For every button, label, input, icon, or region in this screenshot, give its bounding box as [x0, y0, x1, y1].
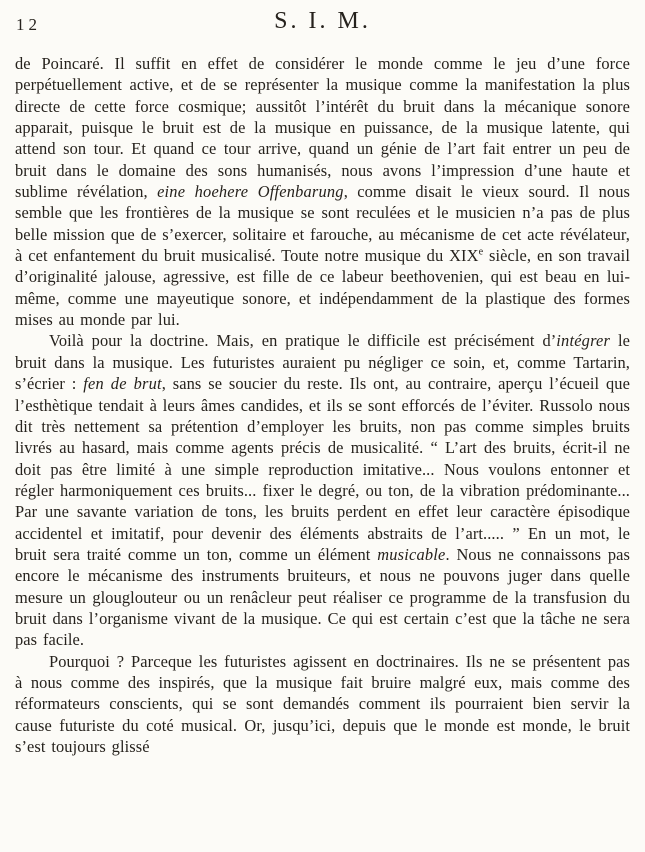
text-run: , sans se soucier du reste. Ils ont, au contraire, aperçu l’écueil que l’esthètique tendait à leurs âmes candides, et ils se sont efforcés de l’éviter. Russolo nous dit très nettement sa prétention d’employer les bruits, non pas comme simples bruits livrés au hasard, mais comme agents précis de musicalité. “ L’art des bruits, écrit-il ne doit pas être limité à une simple reproduction imitative... Nous voulons entonner et régler harmoniquement ces bruits... fixer le degré, ou ton, de la vibration prédominante... Par une savante variation de tons, les bruits perdent en effet leur caractère épisodique accidentel et imitatif, pour devenir des éléments abstraits de l’art..... ” En un mot, le bruit sera traité comme un ton, comme un élément	[15, 374, 630, 564]
page-number: 12	[16, 15, 41, 34]
paragraph	[15, 330, 630, 650]
text-run: intégrer	[556, 331, 611, 351]
text-run: eine hoehere Offenbarung	[157, 182, 344, 202]
journal-title: S. I. M.	[274, 8, 371, 34]
text-run: , comme disait le vieux sourd. Il nous semble que les frontières de la musique se sont reculées et le musicien n’a pas de plus belle mission que de s’exercer, solitaire et farouche, au mécanisme de cet acte révélateur, à cet enfantement du bruit musicalisé. Toute notre musique du XIX	[15, 182, 630, 266]
text-run: le bruit dans la musique. Les futuristes auraient pu négliger ce soin, et, comme Tartarin, s’écrier :	[15, 331, 630, 394]
text-run: Pourquoi ? Parceque les futuristes agissent en doctrinaires. Ils ne se présentent pas à nous comme des inspirés, que la musique fait bruire malgré eux, mais comme des réformateurs conscients, qui se sont demandés comment ils pourraient bien servir la cause futuriste du coté musical. Or, jusqu’ici, depuis que le monde est monde, le bruit s’est toujours glissé	[15, 651, 630, 756]
page-header	[15, 8, 630, 42]
text-run: fen de brut	[83, 374, 162, 394]
text-run: de Poincaré. Il suffit en effet de considérer le monde comme le jeu d’une force perpétuellement active, et de se représenter la musique comme la manifestation la plus directe de cette force cosmique; aussitôt l’intérêt du bruit dans la mécanique sonore apparait, puisque le bruit est de la musique en puissance, de la musique latente, qui attend son tour. Et quand ce tour arrive, quand un génie de l’art fait entrer un peu de bruit dans le domaine des sons humanisés, nous avons l’impression d’une haute et sublime révélation,	[15, 54, 630, 202]
text-run: e	[478, 246, 484, 258]
body-text	[15, 53, 630, 757]
paragraph	[15, 651, 630, 758]
text-run: Voilà pour la doctrine. Mais, en pratique le difficile est précisément d’	[49, 331, 557, 351]
paragraph	[15, 53, 630, 330]
text-run: musicable	[377, 544, 446, 564]
text-run: . Nous ne connaissons pas encore le mécanisme des instruments bruiteurs, et nous ne pouvons juger dans quelle mesure un glouglouteur ou un renâcleur peut réaliser ce programme de la transfusion du bruit dans l’organisme vivant de la musique. Ce qui est certain c’est que la tâche ne sera pas facile.	[15, 544, 630, 650]
text-run: siècle, en son travail d’originalité jalouse, agressive, est fille de ce labeur beethovenien, qui est beau en lui-même, comme une mayeutique sonore, et indépendamment de la plastique des formes mises au monde par lui.	[15, 246, 630, 330]
